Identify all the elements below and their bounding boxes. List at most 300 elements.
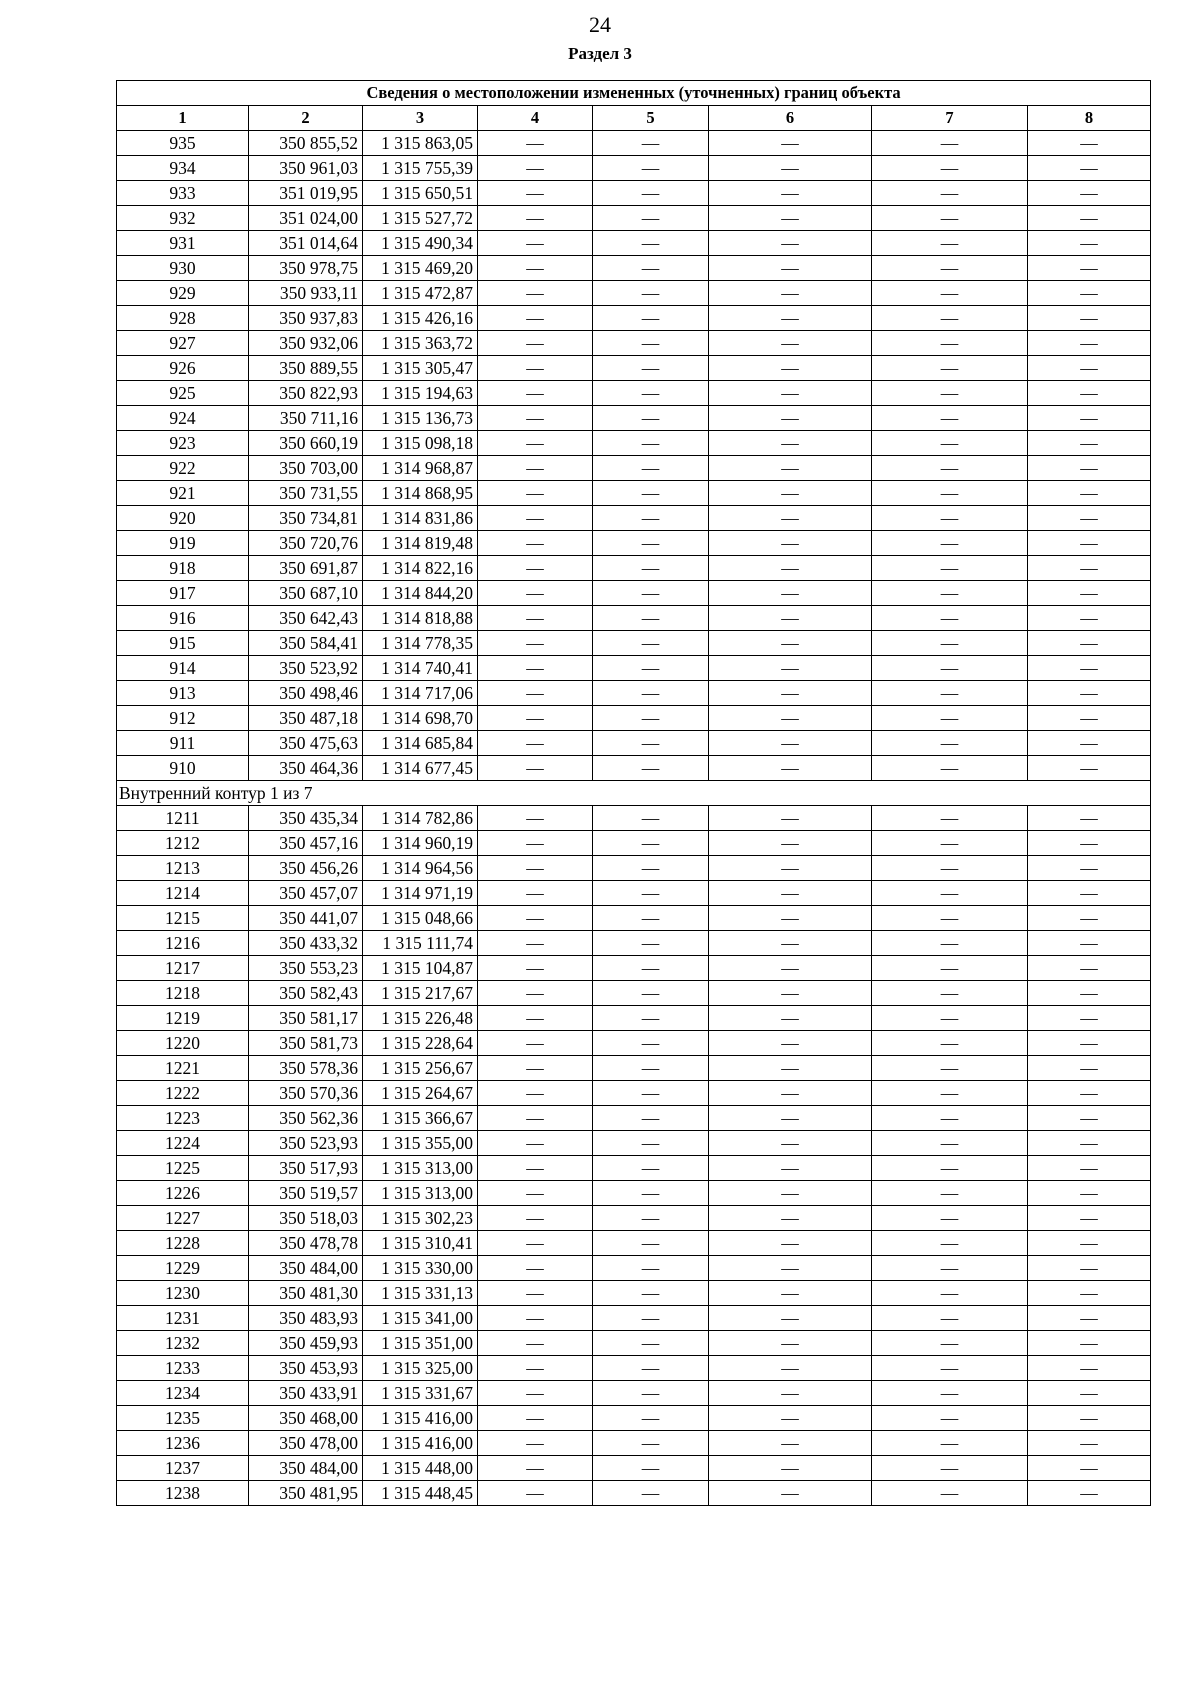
dash-cell: — — [872, 556, 1028, 581]
dash-cell: — — [478, 756, 593, 781]
dash-cell: — — [1028, 956, 1151, 981]
point-number-cell: 1211 — [117, 806, 249, 831]
dash-cell: — — [593, 681, 709, 706]
x-coordinate-cell: 350 691,87 — [249, 556, 363, 581]
dash-cell: — — [1028, 606, 1151, 631]
dash-cell: — — [872, 931, 1028, 956]
table-row — [117, 1381, 1151, 1406]
dash-cell: — — [872, 1456, 1028, 1481]
point-number-cell: 1213 — [117, 856, 249, 881]
dash-cell: — — [478, 806, 593, 831]
dash-cell: — — [593, 1331, 709, 1356]
dash-cell: — — [593, 1256, 709, 1281]
dash-cell: — — [593, 481, 709, 506]
table-row — [117, 206, 1151, 231]
dash-cell: — — [1028, 381, 1151, 406]
dash-cell: — — [872, 606, 1028, 631]
dash-cell: — — [593, 1231, 709, 1256]
dash-cell: — — [478, 1331, 593, 1356]
table-row — [117, 1281, 1151, 1306]
dash-cell: — — [478, 306, 593, 331]
dash-cell: — — [709, 356, 872, 381]
point-number-cell: 1212 — [117, 831, 249, 856]
dash-cell: — — [593, 231, 709, 256]
dash-cell: — — [709, 256, 872, 281]
dash-cell: — — [1028, 656, 1151, 681]
y-coordinate-cell: 1 315 341,00 — [363, 1306, 478, 1331]
table-row — [117, 1331, 1151, 1356]
dash-cell: — — [478, 406, 593, 431]
table-row — [117, 1256, 1151, 1281]
dash-cell: — — [1028, 1381, 1151, 1406]
point-number-cell: 918 — [117, 556, 249, 581]
dash-cell: — — [1028, 1206, 1151, 1231]
table-row — [117, 1006, 1151, 1031]
dash-cell: — — [593, 331, 709, 356]
dash-cell: — — [1028, 131, 1151, 156]
y-coordinate-cell: 1 315 331,67 — [363, 1381, 478, 1406]
y-coordinate-cell: 1 315 366,67 — [363, 1106, 478, 1131]
table-row — [117, 1056, 1151, 1081]
dash-cell: — — [872, 856, 1028, 881]
point-number-cell: 1226 — [117, 1181, 249, 1206]
dash-cell: — — [478, 431, 593, 456]
x-coordinate-cell: 350 731,55 — [249, 481, 363, 506]
table-row — [117, 631, 1151, 656]
y-coordinate-cell: 1 315 264,67 — [363, 1081, 478, 1106]
dash-cell: — — [709, 1256, 872, 1281]
dash-cell: — — [478, 181, 593, 206]
point-number-cell: 1222 — [117, 1081, 249, 1106]
x-coordinate-cell: 350 487,18 — [249, 706, 363, 731]
dash-cell: — — [593, 906, 709, 931]
dash-cell: — — [593, 1006, 709, 1031]
dash-cell: — — [593, 1306, 709, 1331]
dash-cell: — — [709, 156, 872, 181]
y-coordinate-cell: 1 315 256,67 — [363, 1056, 478, 1081]
y-coordinate-cell: 1 315 331,13 — [363, 1281, 478, 1306]
dash-cell: — — [709, 881, 872, 906]
x-coordinate-cell: 350 518,03 — [249, 1206, 363, 1231]
dash-cell: — — [1028, 506, 1151, 531]
y-coordinate-cell: 1 315 313,00 — [363, 1156, 478, 1181]
point-number-cell: 1224 — [117, 1131, 249, 1156]
dash-cell: — — [478, 281, 593, 306]
dash-cell: — — [478, 1231, 593, 1256]
dash-cell: — — [478, 156, 593, 181]
dash-cell: — — [872, 431, 1028, 456]
dash-cell: — — [478, 381, 593, 406]
dash-cell: — — [872, 981, 1028, 1006]
dash-cell: — — [1028, 1231, 1151, 1256]
dash-cell: — — [872, 406, 1028, 431]
dash-cell: — — [709, 1406, 872, 1431]
point-number-cell: 920 — [117, 506, 249, 531]
dash-cell: — — [593, 881, 709, 906]
dash-cell: — — [709, 556, 872, 581]
dash-cell: — — [872, 806, 1028, 831]
dash-cell: — — [1028, 1281, 1151, 1306]
dash-cell: — — [478, 1106, 593, 1131]
dash-cell: — — [872, 881, 1028, 906]
dash-cell: — — [593, 581, 709, 606]
table-row — [117, 381, 1151, 406]
y-coordinate-cell: 1 314 831,86 — [363, 506, 478, 531]
dash-cell: — — [593, 1431, 709, 1456]
dash-cell: — — [872, 281, 1028, 306]
dash-cell: — — [709, 1231, 872, 1256]
point-number-cell: 923 — [117, 431, 249, 456]
dash-cell: — — [593, 631, 709, 656]
point-number-cell: 1219 — [117, 1006, 249, 1031]
x-coordinate-cell: 350 457,07 — [249, 881, 363, 906]
x-coordinate-cell: 350 478,78 — [249, 1231, 363, 1256]
x-coordinate-cell: 350 822,93 — [249, 381, 363, 406]
dash-cell: — — [1028, 681, 1151, 706]
x-coordinate-cell: 350 889,55 — [249, 356, 363, 381]
dash-cell: — — [709, 706, 872, 731]
table-caption: Сведения о местоположении измененных (уточненных) границ объекта — [117, 81, 1151, 106]
dash-cell: — — [872, 356, 1028, 381]
y-coordinate-cell: 1 314 964,56 — [363, 856, 478, 881]
dash-cell: — — [1028, 281, 1151, 306]
dash-cell: — — [872, 1131, 1028, 1156]
point-number-cell: 933 — [117, 181, 249, 206]
dash-cell: — — [478, 556, 593, 581]
dash-cell: — — [478, 681, 593, 706]
dash-cell: — — [478, 906, 593, 931]
point-number-cell: 1235 — [117, 1406, 249, 1431]
y-coordinate-cell: 1 314 971,19 — [363, 881, 478, 906]
dash-cell: — — [1028, 206, 1151, 231]
x-coordinate-cell: 350 457,16 — [249, 831, 363, 856]
y-coordinate-cell: 1 315 416,00 — [363, 1431, 478, 1456]
x-coordinate-cell: 350 464,36 — [249, 756, 363, 781]
column-header: 4 — [478, 106, 593, 131]
point-number-cell: 1231 — [117, 1306, 249, 1331]
dash-cell: — — [593, 306, 709, 331]
dash-cell: — — [872, 656, 1028, 681]
point-number-cell: 930 — [117, 256, 249, 281]
x-coordinate-cell: 350 484,00 — [249, 1456, 363, 1481]
dash-cell: — — [872, 1156, 1028, 1181]
dash-cell: — — [593, 1456, 709, 1481]
y-coordinate-cell: 1 315 351,00 — [363, 1331, 478, 1356]
dash-cell: — — [1028, 1106, 1151, 1131]
table-row — [117, 281, 1151, 306]
dash-cell: — — [709, 956, 872, 981]
point-number-cell: 913 — [117, 681, 249, 706]
dash-cell: — — [1028, 231, 1151, 256]
dash-cell: — — [872, 331, 1028, 356]
dash-cell: — — [593, 1481, 709, 1506]
dash-cell: — — [709, 931, 872, 956]
dash-cell: — — [593, 1281, 709, 1306]
x-coordinate-cell: 350 517,93 — [249, 1156, 363, 1181]
x-coordinate-cell: 350 855,52 — [249, 131, 363, 156]
dash-cell: — — [593, 181, 709, 206]
x-coordinate-cell: 350 484,00 — [249, 1256, 363, 1281]
dash-cell: — — [872, 156, 1028, 181]
dash-cell: — — [709, 531, 872, 556]
dash-cell: — — [478, 506, 593, 531]
y-coordinate-cell: 1 315 302,23 — [363, 1206, 478, 1231]
dash-cell: — — [872, 581, 1028, 606]
y-coordinate-cell: 1 315 650,51 — [363, 181, 478, 206]
dash-cell: — — [709, 281, 872, 306]
dash-cell: — — [1028, 256, 1151, 281]
dash-cell: — — [593, 1356, 709, 1381]
x-coordinate-cell: 350 582,43 — [249, 981, 363, 1006]
point-number-cell: 1218 — [117, 981, 249, 1006]
dash-cell: — — [478, 856, 593, 881]
y-coordinate-cell: 1 315 490,34 — [363, 231, 478, 256]
point-number-cell: 931 — [117, 231, 249, 256]
dash-cell: — — [593, 431, 709, 456]
dash-cell: — — [872, 1256, 1028, 1281]
dash-cell: — — [872, 1331, 1028, 1356]
x-coordinate-cell: 350 562,36 — [249, 1106, 363, 1131]
dash-cell: — — [709, 1031, 872, 1056]
dash-cell: — — [1028, 156, 1151, 181]
dash-cell: — — [709, 606, 872, 631]
dash-cell: — — [478, 331, 593, 356]
dash-cell: — — [872, 1106, 1028, 1131]
point-number-cell: 1236 — [117, 1431, 249, 1456]
page-number: 24 — [589, 12, 611, 37]
dash-cell: — — [1028, 306, 1151, 331]
dash-cell: — — [1028, 1031, 1151, 1056]
table-row — [117, 956, 1151, 981]
table-row — [117, 756, 1151, 781]
y-coordinate-cell: 1 315 325,00 — [363, 1356, 478, 1381]
column-header: 7 — [872, 106, 1028, 131]
dash-cell: — — [709, 481, 872, 506]
x-coordinate-cell: 350 433,32 — [249, 931, 363, 956]
dash-cell: — — [593, 806, 709, 831]
point-number-cell: 1225 — [117, 1156, 249, 1181]
dash-cell: — — [1028, 756, 1151, 781]
dash-cell: — — [872, 1431, 1028, 1456]
x-coordinate-cell: 350 481,95 — [249, 1481, 363, 1506]
dash-cell: — — [709, 981, 872, 1006]
dash-cell: — — [478, 1156, 593, 1181]
dash-cell: — — [478, 1256, 593, 1281]
table-row — [117, 1081, 1151, 1106]
dash-cell: — — [1028, 1156, 1151, 1181]
point-number-cell: 1214 — [117, 881, 249, 906]
dash-cell: — — [1028, 431, 1151, 456]
table-row — [117, 1306, 1151, 1331]
dash-cell: — — [709, 856, 872, 881]
table-row — [117, 181, 1151, 206]
dash-cell: — — [709, 206, 872, 231]
point-number-cell: 1238 — [117, 1481, 249, 1506]
dash-cell: — — [709, 1056, 872, 1081]
dash-cell: — — [478, 481, 593, 506]
dash-cell: — — [709, 731, 872, 756]
column-header: 6 — [709, 106, 872, 131]
dash-cell: — — [593, 1056, 709, 1081]
dash-cell: — — [1028, 906, 1151, 931]
table-row — [117, 1181, 1151, 1206]
x-coordinate-cell: 350 433,91 — [249, 1381, 363, 1406]
dash-cell: — — [872, 681, 1028, 706]
dash-cell: — — [872, 231, 1028, 256]
x-coordinate-cell: 351 024,00 — [249, 206, 363, 231]
y-coordinate-cell: 1 315 863,05 — [363, 131, 478, 156]
y-coordinate-cell: 1 315 048,66 — [363, 906, 478, 931]
column-header: 5 — [593, 106, 709, 131]
dash-cell: — — [593, 1406, 709, 1431]
dash-cell: — — [872, 1006, 1028, 1031]
table-row — [117, 856, 1151, 881]
table-row — [117, 1456, 1151, 1481]
dash-cell: — — [1028, 1456, 1151, 1481]
table-row — [117, 331, 1151, 356]
dash-cell: — — [593, 1106, 709, 1131]
dash-cell: — — [1028, 556, 1151, 581]
dash-cell: — — [709, 1206, 872, 1231]
x-coordinate-cell: 350 687,10 — [249, 581, 363, 606]
dash-cell: — — [872, 1306, 1028, 1331]
dash-cell: — — [1028, 931, 1151, 956]
dash-cell: — — [872, 831, 1028, 856]
table-row — [117, 1231, 1151, 1256]
dash-cell: — — [709, 631, 872, 656]
dash-cell: — — [709, 906, 872, 931]
dash-cell: — — [593, 931, 709, 956]
table-row — [117, 981, 1151, 1006]
table-row — [117, 931, 1151, 956]
dash-cell: — — [1028, 631, 1151, 656]
y-coordinate-cell: 1 315 472,87 — [363, 281, 478, 306]
dash-cell: — — [1028, 356, 1151, 381]
point-number-cell: 916 — [117, 606, 249, 631]
dash-cell: — — [1028, 1331, 1151, 1356]
boundary-coordinates-table — [116, 80, 1151, 1506]
dash-cell: — — [593, 756, 709, 781]
dash-cell: — — [709, 331, 872, 356]
dash-cell: — — [1028, 1356, 1151, 1381]
point-number-cell: 1220 — [117, 1031, 249, 1056]
dash-cell: — — [478, 881, 593, 906]
dash-cell: — — [1028, 1006, 1151, 1031]
column-header: 3 — [363, 106, 478, 131]
dash-cell: — — [478, 1131, 593, 1156]
dash-cell: — — [1028, 806, 1151, 831]
x-coordinate-cell: 350 453,93 — [249, 1356, 363, 1381]
table-row — [117, 456, 1151, 481]
dash-cell: — — [478, 1081, 593, 1106]
dash-cell: — — [1028, 581, 1151, 606]
table-row — [117, 806, 1151, 831]
dash-cell: — — [593, 1206, 709, 1231]
table-row — [117, 1406, 1151, 1431]
point-number-cell: 1234 — [117, 1381, 249, 1406]
table-row — [117, 406, 1151, 431]
dash-cell: — — [1028, 881, 1151, 906]
y-coordinate-cell: 1 315 228,64 — [363, 1031, 478, 1056]
dash-cell: — — [478, 981, 593, 1006]
dash-cell: — — [1028, 981, 1151, 1006]
dash-cell: — — [478, 1431, 593, 1456]
dash-cell: — — [872, 306, 1028, 331]
dash-cell: — — [709, 806, 872, 831]
x-coordinate-cell: 350 435,34 — [249, 806, 363, 831]
y-coordinate-cell: 1 314 685,84 — [363, 731, 478, 756]
y-coordinate-cell: 1 314 960,19 — [363, 831, 478, 856]
dash-cell: — — [709, 381, 872, 406]
dash-cell: — — [1028, 856, 1151, 881]
dash-cell: — — [478, 231, 593, 256]
dash-cell: — — [872, 731, 1028, 756]
dash-cell: — — [872, 381, 1028, 406]
dash-cell: — — [593, 856, 709, 881]
dash-cell: — — [1028, 1481, 1151, 1506]
x-coordinate-cell: 350 519,57 — [249, 1181, 363, 1206]
y-coordinate-cell: 1 315 305,47 — [363, 356, 478, 381]
dash-cell: — — [478, 1481, 593, 1506]
dash-cell: — — [1028, 1131, 1151, 1156]
dash-cell: — — [593, 606, 709, 631]
dash-cell: — — [709, 1181, 872, 1206]
dash-cell: — — [478, 1206, 593, 1231]
point-number-cell: 935 — [117, 131, 249, 156]
dash-cell: — — [1028, 1306, 1151, 1331]
dash-cell: — — [872, 206, 1028, 231]
y-coordinate-cell: 1 315 755,39 — [363, 156, 478, 181]
dash-cell: — — [709, 406, 872, 431]
dash-cell: — — [478, 1456, 593, 1481]
dash-cell: — — [709, 1281, 872, 1306]
dash-cell: — — [1028, 456, 1151, 481]
y-coordinate-cell: 1 315 310,41 — [363, 1231, 478, 1256]
point-number-cell: 1230 — [117, 1281, 249, 1306]
y-coordinate-cell: 1 314 698,70 — [363, 706, 478, 731]
dash-cell: — — [709, 1006, 872, 1031]
point-number-cell: 1237 — [117, 1456, 249, 1481]
dash-cell: — — [478, 456, 593, 481]
dash-cell: — — [872, 1231, 1028, 1256]
dash-cell: — — [478, 581, 593, 606]
dash-cell: — — [1028, 1181, 1151, 1206]
table-row — [117, 1131, 1151, 1156]
dash-cell: — — [872, 506, 1028, 531]
y-coordinate-cell: 1 315 136,73 — [363, 406, 478, 431]
table-row — [117, 356, 1151, 381]
dash-cell: — — [478, 131, 593, 156]
dash-cell: — — [478, 606, 593, 631]
dash-cell: — — [1028, 481, 1151, 506]
dash-cell: — — [478, 1006, 593, 1031]
dash-cell: — — [709, 456, 872, 481]
x-coordinate-cell: 350 581,17 — [249, 1006, 363, 1031]
x-coordinate-cell: 350 498,46 — [249, 681, 363, 706]
column-header: 1 — [117, 106, 249, 131]
y-coordinate-cell: 1 315 426,16 — [363, 306, 478, 331]
dash-cell: — — [709, 756, 872, 781]
dash-cell: — — [593, 381, 709, 406]
y-coordinate-cell: 1 314 822,16 — [363, 556, 478, 581]
dash-cell: — — [872, 1281, 1028, 1306]
point-number-cell: 1221 — [117, 1056, 249, 1081]
y-coordinate-cell: 1 315 217,67 — [363, 981, 478, 1006]
point-number-cell: 1217 — [117, 956, 249, 981]
y-coordinate-cell: 1 314 717,06 — [363, 681, 478, 706]
dash-cell: — — [1028, 181, 1151, 206]
x-coordinate-cell: 350 961,03 — [249, 156, 363, 181]
